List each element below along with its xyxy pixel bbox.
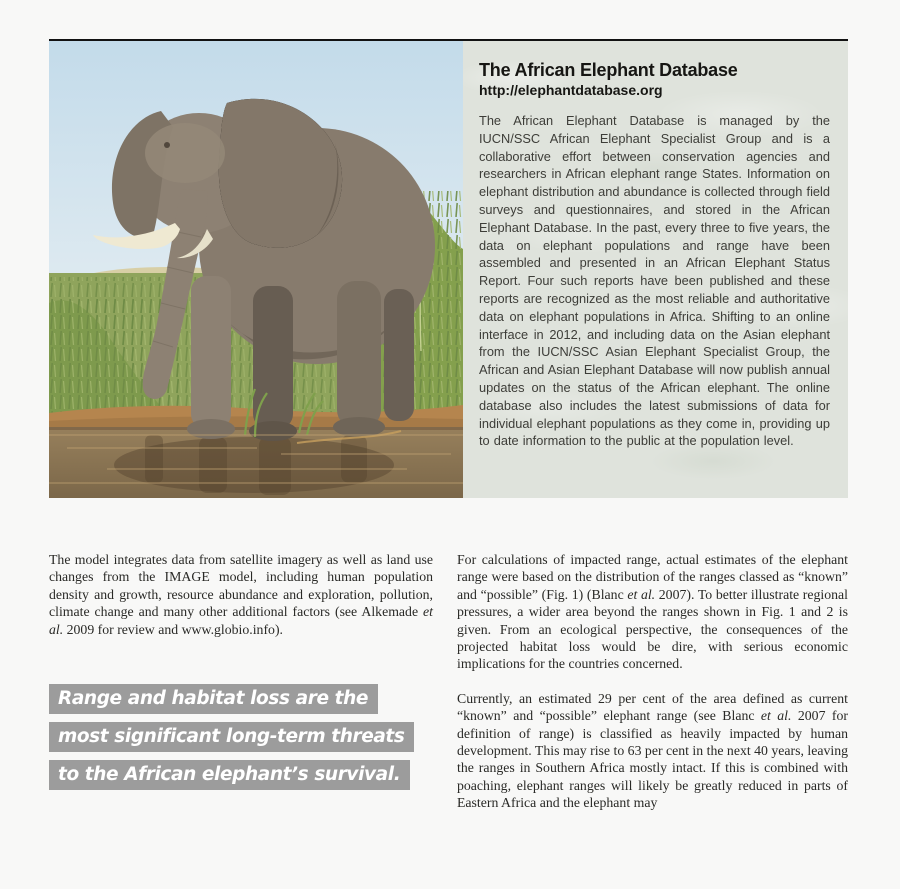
pull-quote-line [49, 684, 414, 714]
pull-quote-text: Range and habitat loss are the [49, 684, 378, 714]
elephant-photo [49, 41, 463, 498]
pull-quote-text: to the African elephant’s survival. [49, 760, 410, 790]
pull-quote-text: most significant long-term threats [49, 722, 414, 752]
left-paragraph: The model integrates data from satellite imagery as well as land use changes from the IMAGE model, including human population density and growth, resource abundance and exploration, pollution, climate change and many other additional factors (see Alkemade et al. 2009 for review and www.globio.info). [49, 552, 433, 637]
right-paragraph-1: For calculations of impacted range, actual estimates of the elephant range were based on the distribution of the ranges classed as “known” and “possible” (Fig. 1) (Blanc et al. 2007). To better illustrate regional pressures, a wider area beyond the ranges shown in Fig. 1 and 2 is given. From an ecological perspective, the consequences of the projected habitat loss would be dire, with serious economic implications for the countries concerned. [457, 552, 848, 672]
sidebar-title: The African Elephant Database [479, 60, 738, 80]
pull-quote-line [49, 722, 414, 752]
right-paragraph-2: Currently, an estimated 29 per cent of the area defined as current “known” and “possible” elephant range (see Blanc et al. 2007 for definition of range) is classified as heavily impacted by human development. This may rise to 63 per cent in the next 40 years, leaving the ranges in Southern Africa mostly intact. If this is combined with poaching, elephant ranges will likely be greatly reduced in parts of Eastern Africa and the elephant may [457, 690, 848, 811]
right-column [457, 551, 848, 817]
database-info-box [463, 41, 848, 498]
sidebar-body-text: The African Elephant Database is managed by the IUCN/SSC African Elephant Specialist Group and is a collaborative effort between conservation agencies and researchers in African elephant range States. Information on elephant distribution and abundance is collected through field surveys and questionnaires, and stored in the African Elephant Database. In the past, every three to five years, the data on elephant populations and range have been assembled and presented in an African Elephant Status Report. Four such reports have been published and these reports are recognized as the most reliable and authoritative data on elephant populations in Africa. Shifting to an online interface in 2012, and including data on the Asian elephant from the IUCN/SSC Asian Elephant Specialist Group, the African and Asian Elephant Database will now publish annual updates on the status of the African elephant. The online database also includes the latest submissions of data for individual elephant populations as they come in, providing up to date information to the public at the population level. [479, 113, 830, 449]
sidebar-url: http://elephantdatabase.org [479, 82, 663, 98]
left-column [49, 551, 433, 638]
pull-quote-line [49, 760, 414, 790]
pull-quote [49, 684, 414, 798]
elephant-illustration [49, 41, 463, 498]
